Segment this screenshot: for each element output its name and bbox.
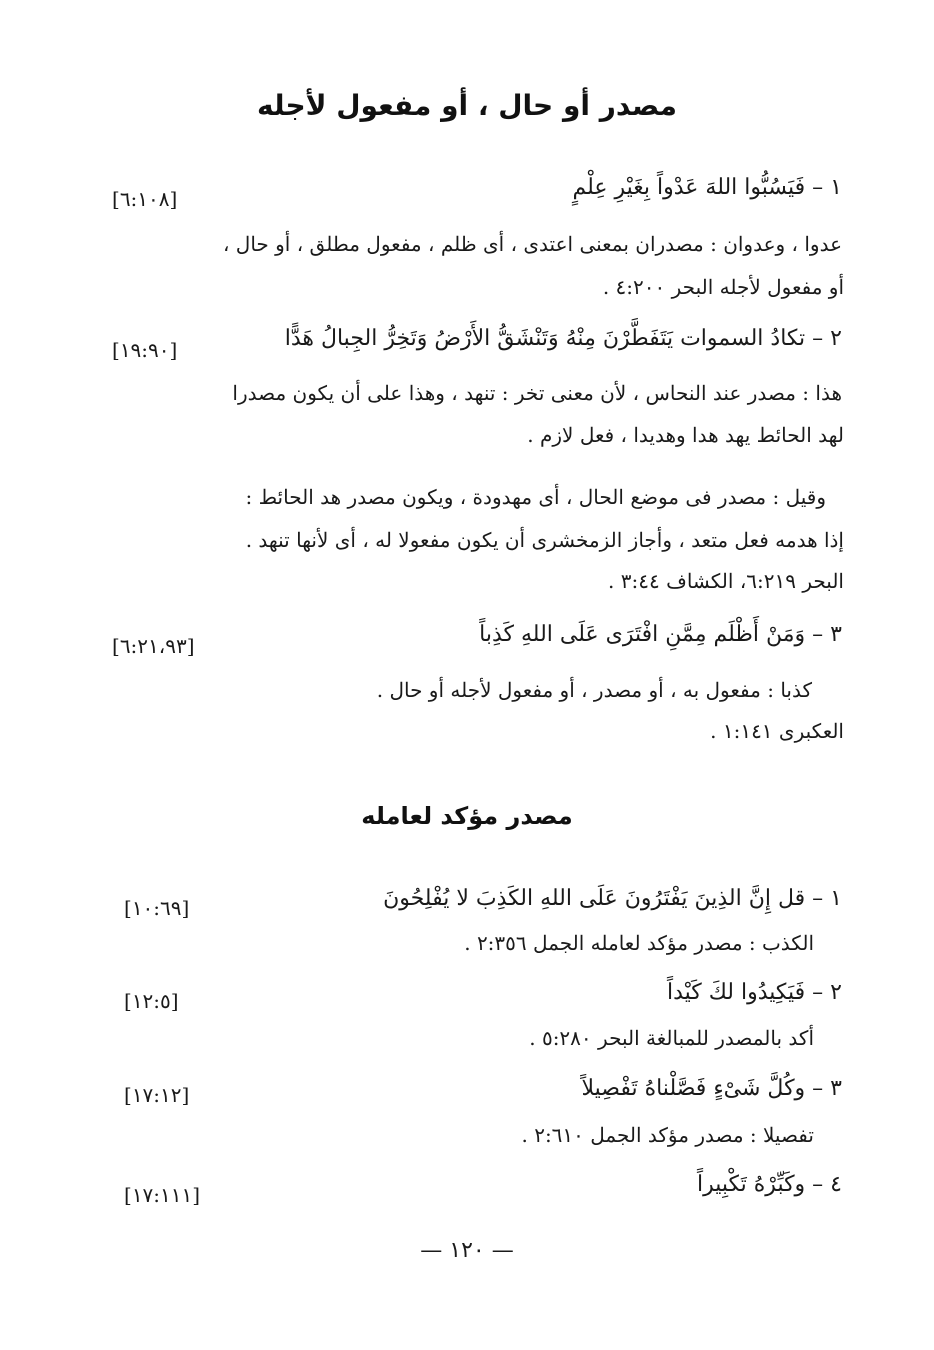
page-number: — ١٢٠ — bbox=[420, 1238, 514, 1263]
commentary-line: البحر ٦:٢١٩، الكشاف ٣:٤٤ . bbox=[608, 569, 844, 593]
commentary-line: أكد بالمصدر للمبالغة البحر ٥:٢٨٠ . bbox=[529, 1026, 814, 1050]
commentary-line: كذبا : مفعول به ، أو مصدر ، أو مفعول لأجله أو حال . bbox=[376, 678, 812, 702]
commentary-line: هذا : مصدر عند النحاس ، لأن معنى تخر : تنهد ، وهذا على أن يكون مصدرا bbox=[232, 381, 842, 405]
verse-reference: [١٠:٦٩] bbox=[124, 896, 190, 920]
verse-line: ١ – فَيَسُبُّوا اللهَ عَدْواً بِغَيْرِ عِلْمٍ bbox=[572, 175, 842, 200]
section-heading-masdar-hal-maful-liajlih: مصدر أو حال ، أو مفعول لأجله bbox=[257, 89, 677, 122]
commentary-line: عدوا ، وعدوان : مصدران بمعنى اعتدى ، أى ظلم ، مفعول مطلق ، أو حال ، bbox=[222, 232, 842, 256]
commentary-line: تفصيلا : مصدر مؤكد الجمل ٢:٦١٠ . bbox=[521, 1123, 814, 1147]
section-heading-masdar-muakkad: مصدر مؤكد لعامله bbox=[361, 802, 573, 830]
verse-reference: [١٧:١٢] bbox=[124, 1083, 190, 1107]
commentary-line: الكذب : مصدر مؤكد لعامله الجمل ٢:٣٥٦ . bbox=[464, 931, 814, 955]
verse-line: ٢ – تكادُ السموات يَتَفَطَّرْنَ مِنْهُ وَتَنْشَقُّ الأَرْضُ وَتَخِرُّ الجِبالُ هَدًّا bbox=[284, 326, 842, 351]
verse-reference: [٦:١٠٨] bbox=[112, 187, 178, 211]
verse-reference: [١٧:١١١] bbox=[124, 1183, 201, 1207]
commentary-line: أو مفعول لأجله البحر ٤:٢٠٠ . bbox=[602, 275, 844, 299]
commentary-line: العكبرى ١:١٤١ . bbox=[710, 719, 844, 743]
verse-line: ٣ – وَمَنْ أَظْلَم مِمَّنِ افْتَرَى عَلَى اللهِ كَذِباً bbox=[479, 622, 842, 647]
verse-line: ٤ – وكَبِّرْهُ تَكْبِيراً bbox=[696, 1172, 842, 1197]
commentary-line: وقيل : مصدر فى موضع الحال ، أى مهدودة ، ويكون مصدر هد الحائط : bbox=[245, 485, 826, 509]
commentary-line: لهد الحائط يهد هدا وهديدا ، فعل لازم . bbox=[527, 423, 844, 447]
verse-reference: [٦:٢١،٩٣] bbox=[112, 634, 195, 658]
verse-reference: [١٢:٥] bbox=[124, 989, 179, 1013]
verse-reference: [١٩:٩٠] bbox=[112, 338, 178, 362]
commentary-line: إذا هدمه فعل متعد ، وأجاز الزمخشرى أن يكون مفعولا له ، أى لأنها تنهد . bbox=[245, 528, 844, 552]
verse-line: ٣ – وكُلَّ شَىْءٍ فَصَّلْناهُ تَفْصِيلاً bbox=[581, 1076, 842, 1101]
verse-line: ٢ – فَيَكِيدُوا لكَ كَيْداً bbox=[666, 980, 842, 1005]
verse-line: ١ – قل إِنَّ الذِينَ يَفْتَرُونَ عَلَى اللهِ الكَذِبَ لا يُفْلِحُونَ bbox=[383, 886, 842, 911]
